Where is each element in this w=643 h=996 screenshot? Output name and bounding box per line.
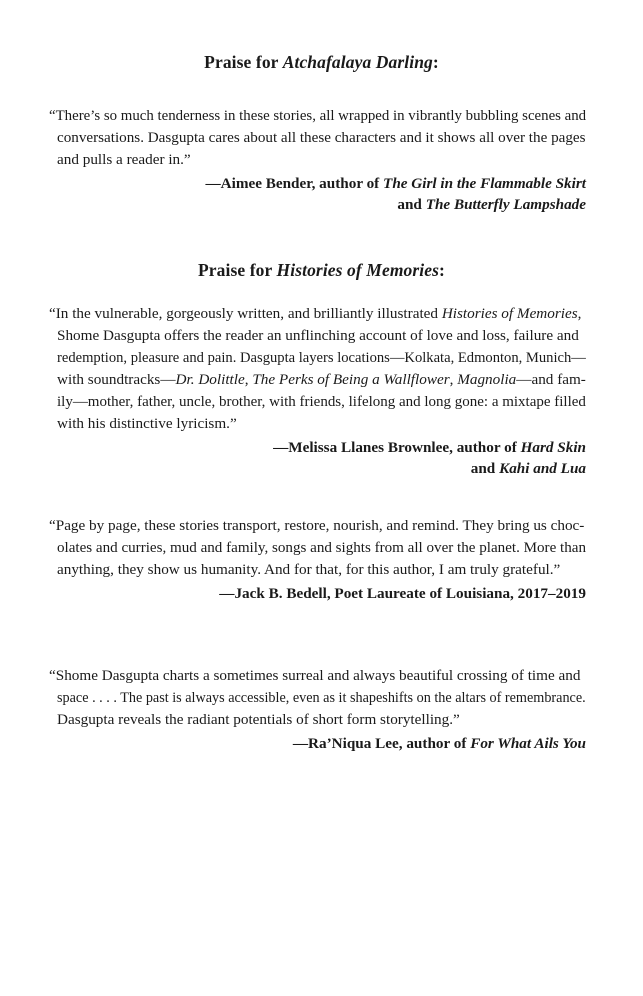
- quote-attribution: [205, 174, 586, 194]
- quote-book-title: Histories of Memories: [441, 305, 578, 322]
- quote-line: and pulls a reader in.”: [57, 151, 191, 168]
- attribution-conjunction: and: [470, 460, 500, 477]
- attribution-author: —Ra’Niqua Lee, author of: [292, 735, 471, 752]
- quote-line: olates and curries, mud and family, songs and sights from all over the planet. More than: [57, 539, 586, 556]
- quote-line: [57, 370, 586, 390]
- attribution-book-title: Kahi and Lua: [499, 460, 586, 477]
- quote-text: ,: [577, 305, 582, 322]
- attribution-book-title: The Girl in the Flammable Skirt: [383, 175, 586, 192]
- attribution-book-title: For What Ails You: [470, 735, 586, 752]
- attribution-book-title: Hard Skin: [520, 439, 586, 456]
- quote-film-title: Magnolia: [457, 371, 517, 388]
- attribution-author: —Aimee Bender, author of: [205, 175, 384, 192]
- quote-attribution: [273, 438, 586, 458]
- quote-attribution-line2: [471, 459, 586, 479]
- attribution-author: —Melissa Llanes Brownlee, author of: [273, 439, 521, 456]
- attribution-author: —Jack B. Bedell, Poet Laureate of Louisiana, 2017–2019: [219, 585, 586, 602]
- heading-book-title: Histories of Memories: [276, 260, 440, 280]
- quote-line: anything, they show us humanity. And for that, for this author, I am truly grateful.”: [57, 561, 561, 578]
- quote-line: conversations. Dasgupta cares about all these characters and it shows all over the pages: [57, 129, 586, 146]
- quote-separator: ,: [449, 371, 458, 388]
- quote-line: Shome Dasgupta offers the reader an unflinching account of love and loss, failure and: [57, 327, 579, 344]
- attribution-book-title: The Butterfly Lampshade: [425, 196, 586, 213]
- quote-line: redemption, pleasure and pain. Dasgupta layers locations—Kolkata, Edmonton, Munich—: [57, 349, 586, 366]
- quote-line: space . . . . The past is always accessible, even as it shapeshifts on the altars of remembrance.: [57, 689, 586, 706]
- heading-prefix: Praise for: [204, 52, 283, 72]
- quote-line: ily—mother, father, uncle, brother, with friends, lifelong and long gone: a mixtape filled: [57, 393, 586, 410]
- quote-line: Dasgupta reveals the radiant potentials of short form storytelling.”: [57, 711, 460, 728]
- quote-text: with soundtracks—: [57, 371, 176, 388]
- quote-attribution-line2: [397, 195, 586, 215]
- quote-text: —and fam-: [516, 371, 586, 388]
- heading-prefix: Praise for: [198, 260, 277, 280]
- quote-line: “Page by page, these stories transport, restore, nourish, and remind. They bring us choc-: [49, 517, 585, 534]
- quote-line: with his distinctive lyricism.”: [57, 415, 237, 432]
- quote-attribution: [219, 584, 586, 604]
- heading-suffix: :: [432, 52, 439, 72]
- section-heading-atchafalaya: [0, 52, 643, 73]
- quote-text: “In the vulnerable, gorgeously written, and brilliantly illustrated: [49, 305, 442, 322]
- quote-film-title: The Perks of Being a Wallflower: [252, 371, 450, 388]
- quote-line: “Shome Dasgupta charts a sometimes surreal and always beautiful crossing of time and: [49, 667, 581, 684]
- quote-line: “There’s so much tenderness in these stories, all wrapped in vibrantly bubbling scenes and: [49, 107, 587, 124]
- quote-attribution: [293, 734, 586, 754]
- attribution-conjunction: and: [397, 196, 426, 213]
- section-heading-histories: [0, 260, 643, 281]
- heading-book-title: Atchafalaya Darling: [282, 52, 433, 72]
- quote-film-title: Dr. Dolittle: [175, 371, 245, 388]
- heading-suffix: :: [439, 260, 445, 280]
- quote-line: [49, 304, 581, 324]
- quote-separator: ,: [244, 371, 253, 388]
